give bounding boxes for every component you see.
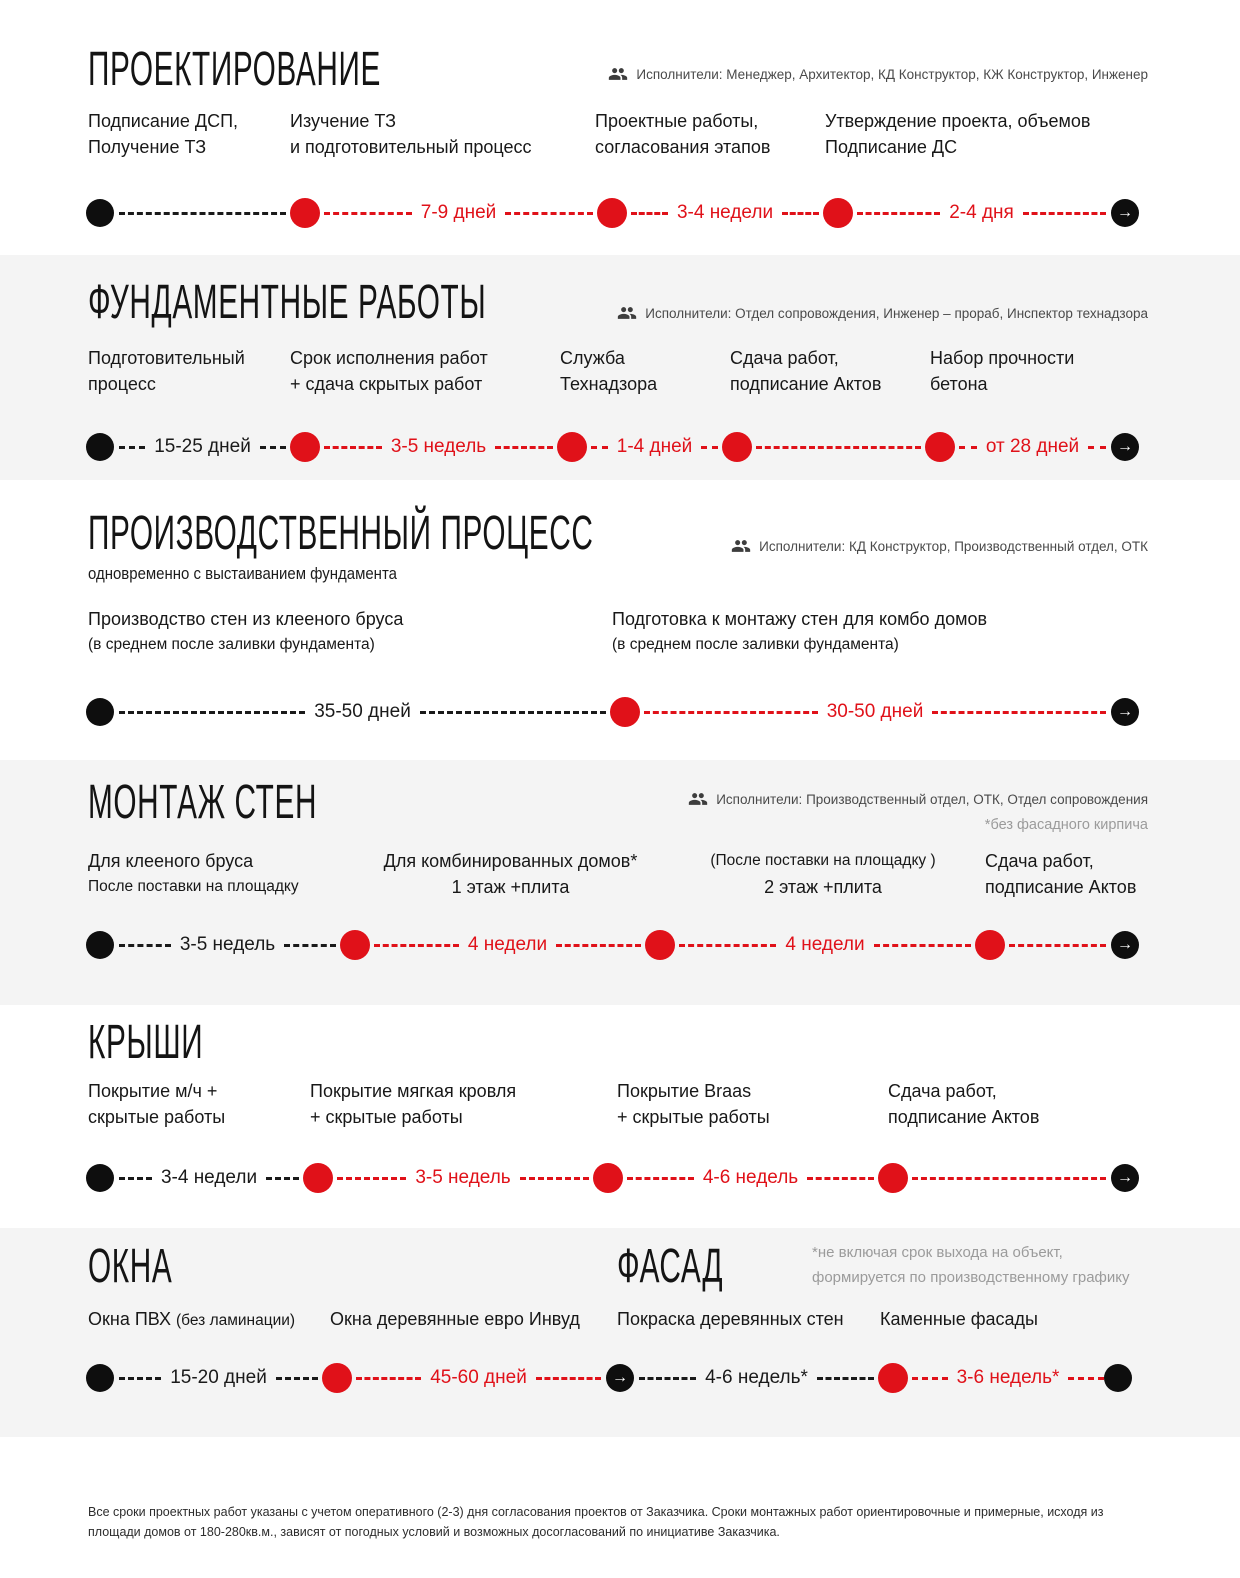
segment-duration: 3-6 недель* [956,1367,1060,1388]
segment-duration: 7-9 дней [420,202,497,223]
stage-label [368,848,653,900]
footer-section [0,1437,1240,1578]
stage-label-line: бетона [930,374,988,394]
timeline-dot [722,432,752,462]
timeline-start-dot [86,1164,114,1192]
arrow-right-circle-icon [606,1364,634,1392]
timeline-dot [925,432,955,462]
timeline-segment [631,199,819,227]
stage-label-line: и подготовительный процесс [290,137,532,157]
section-subtitle: одновременно с выстаиванием фундамента [88,564,397,583]
stage-label-line: (После поставки на площадку ) [710,852,936,869]
segment-duration: 2-4 дня [949,202,1014,223]
timeline-segment [119,1364,318,1392]
arrow-right-circle-icon [1111,1164,1139,1192]
stage-label-subline: После поставки на площадку [88,878,299,895]
timeline-start-dot [86,931,114,959]
stage-label-line: подписание Актов [888,1107,1040,1127]
timeline-segment [912,1364,1104,1392]
section-title: ПРОЕКТИРОВАНИЕ [88,43,381,96]
section-title: КРЫШИ [88,1016,204,1069]
timeline-segment [959,433,1106,461]
performers [617,303,1148,323]
stage-label-line: Сдача работ, [985,851,1094,871]
stage-label-line: Подготовка к монтажу стен для комбо домов [612,609,988,629]
timeline-start-dot [86,199,114,227]
segment-duration: 4-6 недель [702,1167,799,1188]
performers-label: Исполнители: КД Конструктор, Производственный отдел, ОТК [759,538,1148,554]
segment-duration: 3-4 недели [160,1167,258,1188]
section-windows-facade [0,1228,1240,1437]
segment-duration: 1-4 дней [616,436,693,457]
section-design [0,0,1240,255]
stage-label-line: подписание Актов [985,877,1137,897]
stage-label-line: согласования этапов [595,137,771,157]
stage-label-line: Технадзора [560,374,658,394]
stage-label-subline: (в среднем после заливки фундамента) [88,636,375,653]
timeline-segment [374,931,641,959]
stage-label-line: + сдача скрытых работ [290,374,483,394]
stage-label-line: Производство стен из клееного бруса [88,609,404,629]
segment-duration: 3-5 недель [415,1167,511,1188]
timeline-dot [340,930,370,960]
stage-label [612,606,987,658]
timeline-segment [324,433,553,461]
section-title-facade: ФАСАД [617,1240,724,1293]
segment-duration: 4 недели [785,934,865,955]
timeline-segment [119,433,286,461]
timeline-segment [627,1164,874,1192]
stage-label [88,345,245,397]
timeline-segment [1009,931,1106,959]
timeline-dot [975,930,1005,960]
performers [731,536,1148,556]
stage-label-line: Для комбинированных домов* [383,851,638,871]
stage-label-line: Срок исполнения работ [290,348,488,368]
performers [688,789,1148,809]
stage-label-line: Набор прочности [930,348,1075,368]
timeline-dot [290,432,320,462]
stage-label [290,345,488,397]
timeline-dot [593,1163,623,1193]
segment-duration: 4-6 недель* [705,1367,808,1388]
timeline-dot [557,432,587,462]
timeline-dot [878,1163,908,1193]
stage-label-line: Утверждение проекта, объемов [825,111,1091,131]
footnote-line: формируется по производственному графику [812,1269,1130,1286]
section-title: МОНТАЖ СТЕН [88,776,318,829]
stage-label [930,345,1074,397]
stage-label-line: Проектные работы, [595,111,759,131]
stage-label [688,848,958,900]
stage-label [888,1078,1039,1130]
arrow-right-circle-icon [1111,698,1139,726]
segment-duration: 45-60 дней [430,1367,527,1388]
stage-label-line: Сдача работ, [730,348,839,368]
stage-label-line: Покраска деревянных стен [617,1309,844,1329]
stage-label-line: Покрытие Braas [617,1081,752,1101]
stage-label-line: Каменные фасады [880,1309,1038,1329]
section-title: ПРОИЗВОДСТВЕННЫЙ ПРОЦЕСС [88,507,594,560]
timeline-segment [912,1164,1106,1192]
stage-label [88,606,403,658]
stage-label-line: Окна ПВХ [88,1309,171,1329]
timeline-start-dot [86,1364,114,1392]
stage-label-line: Подписание ДС [825,137,958,157]
segment-duration: 3-4 недели [676,202,774,223]
segment-duration: 3-5 недель [179,934,276,955]
section-production [0,480,1240,760]
people-icon [731,536,751,556]
timeline-segment [119,931,336,959]
stage-label [985,848,1136,900]
segment-duration: 35-50 дней [314,701,411,722]
performers-label: Исполнители: Менеджер, Архитектор, КД Конструктор, КЖ Конструктор, Инженер [636,66,1148,82]
timeline-segment [119,1164,299,1192]
stage-label [617,1078,770,1130]
stage-label [88,1078,225,1130]
stage-label-line: Покрытие мягкая кровля [310,1081,517,1101]
stage-label [880,1306,1038,1332]
stage-label [825,108,1090,160]
people-icon [608,64,628,84]
segment-duration: 30-50 дней [826,701,924,722]
timeline-segment [324,199,593,227]
timeline-segment [591,433,718,461]
stage-label [88,1306,295,1334]
people-icon [688,789,708,809]
segment-duration: 15-20 дней [170,1367,267,1388]
stage-label [88,108,238,160]
stage-label-line: Подписание ДСП, [88,111,239,131]
performers-label: Исполнители: Производственный отдел, ОТК, Отдел сопровождения [716,791,1148,807]
timeline-segment [639,1364,874,1392]
stage-label [595,108,770,160]
footnote-line: *не включая срок выхода на объект, [812,1244,1063,1261]
stage-label-line: + скрытые работы [310,1107,463,1127]
stage-label [310,1078,516,1130]
stage-label-line: подписание Актов [730,374,882,394]
section-foundation [0,255,1240,480]
timeline-segment [679,931,971,959]
stage-label [290,108,532,160]
timeline-segment [756,433,921,461]
segment-duration: 15-25 дней [154,436,251,457]
timeline-start-dot [86,433,114,461]
stage-label [617,1306,844,1332]
timeline-segment [356,1364,601,1392]
section-roofs [0,1005,1240,1228]
segment-duration: 3-5 недель [390,436,487,457]
timeline-dot [610,697,640,727]
arrow-right-circle-icon [1111,433,1139,461]
timeline-segment [119,199,286,227]
stage-label [330,1306,580,1332]
performers-label: Исполнители: Отдел сопровождения, Инженер – прораб, Инспектор технадзора [645,305,1148,321]
stage-label-line: Изучение ТЗ [290,111,397,131]
stage-label-line: Сдача работ, [888,1081,997,1101]
stage-label-line: Покрытие м/ч + [88,1081,218,1101]
stage-label-line: + скрытые работы [617,1107,770,1127]
stage-label [560,345,657,397]
timeline-segment [857,199,1106,227]
arrow-right-circle-icon [1111,199,1139,227]
timeline-dot [290,198,320,228]
stage-label-line: Подготовительный [88,348,245,368]
footnote [812,1240,1130,1290]
timeline-dot [878,1363,908,1393]
segment-duration: от 28 дней [985,436,1080,457]
timeline-start-dot [86,698,114,726]
segment-duration: 4 недели [467,934,548,955]
timeline-segment [119,698,606,726]
section-wall-installation [0,760,1240,1005]
stage-label-line: 2 этаж +плита [764,877,882,897]
section-title: ФУНДАМЕНТНЫЕ РАБОТЫ [88,276,487,329]
footnote-line: *без фасадного кирпича [984,817,1148,833]
timeline-segment [337,1164,589,1192]
stage-label-paren: (без ламинации) [176,1312,296,1329]
stage-label [730,345,881,397]
stage-label-line: 1 этаж +плита [451,877,570,897]
stage-label-line: Получение ТЗ [88,137,207,157]
timeline-dot [322,1363,352,1393]
timeline-end-dot [1104,1364,1132,1392]
timeline-dot [303,1163,333,1193]
people-icon [617,303,637,323]
stage-label-line: Окна деревянные евро Инвуд [330,1309,580,1329]
stage-label-subline: (в среднем после заливки фундамента) [612,636,899,653]
timeline-dot [597,198,627,228]
stage-label-line: скрытые работы [88,1107,226,1127]
timeline-segment [644,698,1106,726]
stage-label [88,848,299,900]
stage-label-line: Для клееного бруса [88,851,254,871]
footnote [985,813,1148,838]
performers [608,64,1148,84]
stage-label-line: Служба [560,348,625,368]
section-title-windows: ОКНА [88,1240,173,1293]
footer-note: Все сроки проектных работ указаны с учетом оперативного (2-3) дня согласования проектов от Заказчика. Сроки монтажных работ ориентировочные и примерные, исходя из площади домов от 180-280кв.м., зависят от погодных условий и возможных досогласований по инициативе Заказчика. [88,1504,1104,1539]
arrow-right-circle-icon [1111,931,1139,959]
timeline-dot [645,930,675,960]
stage-label-line: процесс [88,374,156,394]
timeline-dot [823,198,853,228]
